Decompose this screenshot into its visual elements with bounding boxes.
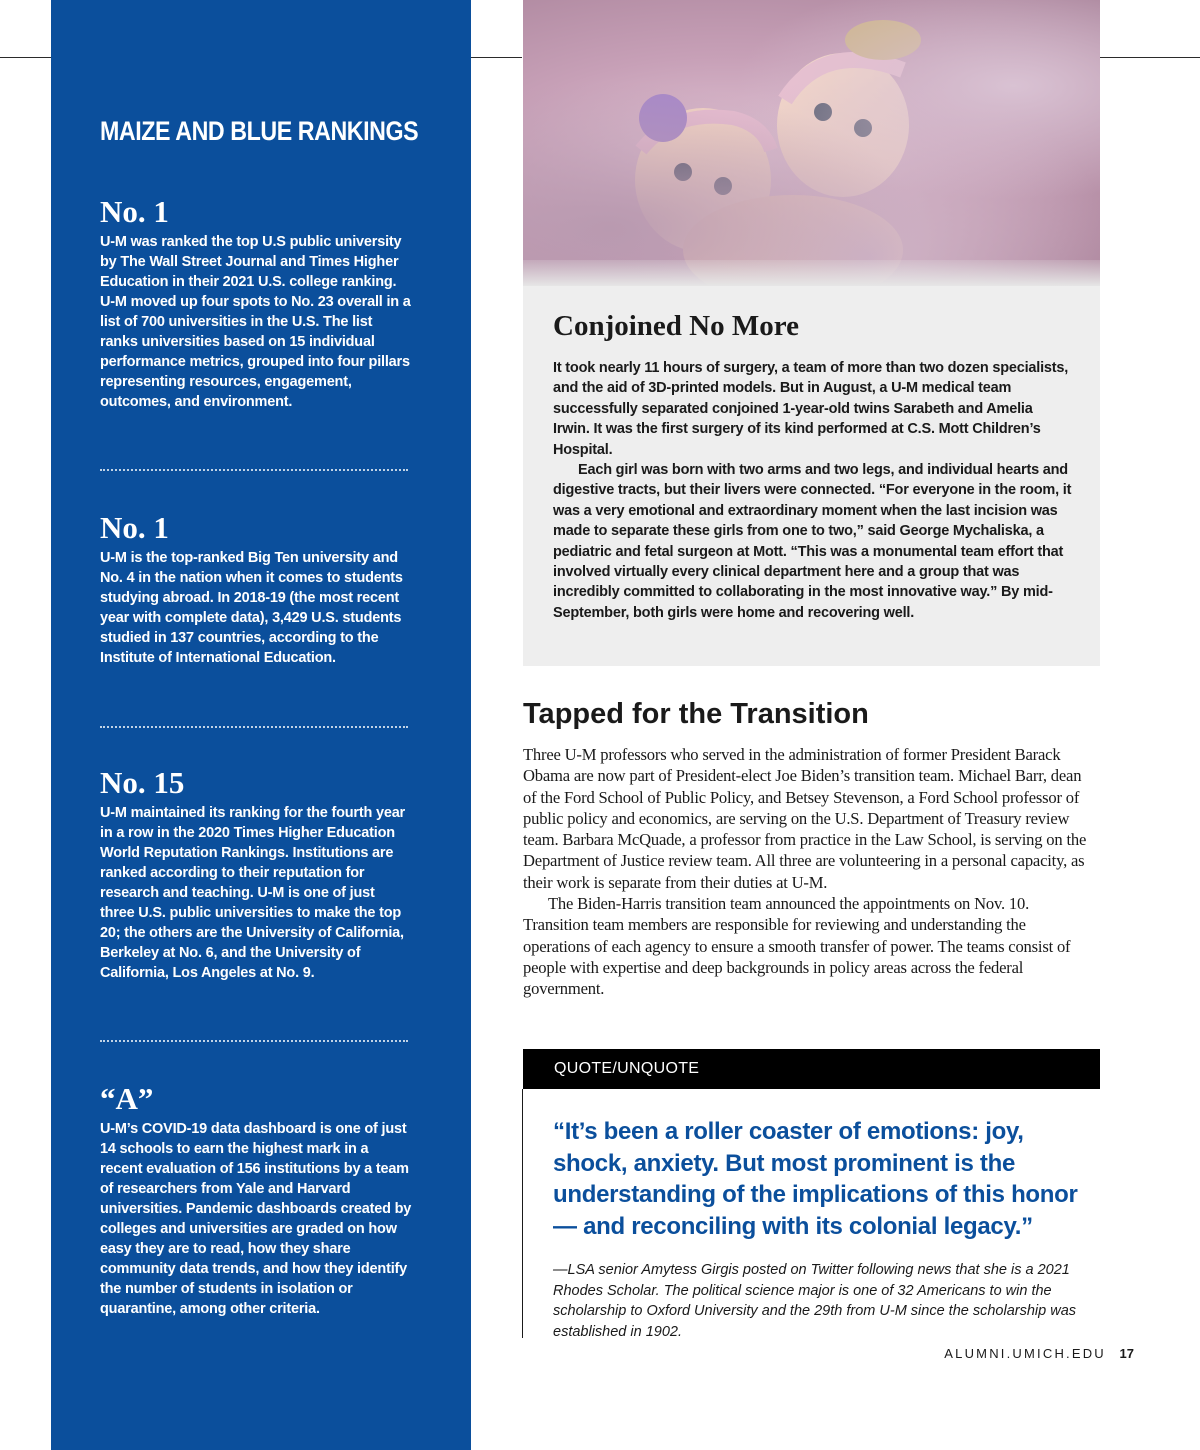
ranking-text: U-M maintained its ranking for the fourth year in a row in the 2020 Times Higher Education World Reputation Rankings. Institutions are ranked according to their reputation for research and teaching. U-M is one of just three U.S. public universities to make the top 20; the others are the University of California, Berkeley at No. 6, and the University of California, Los Angeles at No. 9. — [100, 805, 405, 981]
top-rule-right — [1100, 57, 1200, 58]
footer-site: ALUMNI.UMICH.EDU — [944, 1346, 1106, 1361]
pull-quote: “It’s been a roller coaster of emotions: joy, shock, anxiety. But most prominent is the understanding of the implications of this honor — and reconciling with its colonial legacy.” — [553, 1118, 1078, 1240]
story-paragraph: It took nearly 11 hours of surgery, a team of more than two dozen specialists, and the aid of 3D-printed models. But in August, a U-M medical team successfully separated conjoined 1-year-old twins Sarabeth and Amelia Irwin. It was the first surgery of its kind performed at C.S. Mott Children’s Hospital. — [553, 360, 1069, 458]
ranking-number: No. 1 — [100, 194, 169, 229]
ranking-item — [100, 194, 412, 412]
dotted-divider — [100, 1040, 408, 1042]
quote-left-rule — [522, 1089, 523, 1338]
quote-attribution: —LSA senior Amytess Girgis posted on Twitter following news that she is a 2021 Rhodes Scholar. The political science major is one of 32 Americans to win the scholarship to Oxford University and the 29th from U-M since the scholarship was established in 1902. — [553, 1262, 1077, 1340]
rankings-sidebar — [51, 0, 471, 1450]
conjoined-story — [523, 286, 1100, 666]
quote-label-bar: QUOTE/UNQUOTE — [523, 1049, 1100, 1089]
transition-paragraph: The Biden-Harris transition team announced the appointments on Nov. 10. Transition team members are responsible for reviewing and understanding the operations of each agency to ensure a smooth transfer of power. The teams consist of people with expertise and deep backgrounds in policy areas across the federal government. — [523, 894, 1071, 999]
sidebar-title: MAIZE AND BLUE RANKINGS — [100, 116, 419, 146]
ranking-item — [100, 765, 412, 983]
ranking-text: U-M was ranked the top U.S public university by The Wall Street Journal and Times Higher Education in their 2021 U.S. college ranking. U-M moved up four spots to No. 23 overall in a list of 700 universities in the U.S. The list ranks universities based on 15 individual performance metrics, grouped into four pillars representing resources, engagement, outcomes, and environment. — [100, 234, 411, 410]
ranking-item — [100, 510, 412, 668]
page-number: 17 — [1119, 1346, 1134, 1361]
top-rule-middle — [470, 57, 522, 58]
photo-background — [523, 0, 1100, 286]
dotted-divider — [100, 726, 408, 728]
ranking-number: No. 1 — [100, 510, 169, 545]
ranking-text: U-M is the top-ranked Big Ten university and No. 4 in the nation when it comes to students studying abroad. In 2018-19 (the most recent year with complete data), 3,429 U.S. students studied in 137 countries, according to the Institute of International Education. — [100, 550, 403, 666]
story-body — [553, 358, 1073, 623]
dotted-divider — [100, 469, 408, 471]
photo-fade — [523, 260, 1100, 286]
page-footer — [944, 1346, 1134, 1361]
transition-title: Tapped for the Transition — [523, 698, 869, 730]
ranking-item — [100, 1081, 412, 1319]
ranking-text: U-M’s COVID-19 data dashboard is one of just 14 schools to earn the highest mark in a recent evaluation of 156 institutions by a team of researchers from Yale and Harvard universities. Pandemic dashboards created by colleges and universities are graded on how easy they are to read, how they share community data trends, and how they identify the number of students in isolation or quarantine, among other criteria. — [100, 1121, 412, 1317]
twins-photo — [523, 0, 1100, 286]
story-paragraph: Each girl was born with two arms and two legs, and individual hearts and digestive tracts, but their livers were connected. “For everyone in the room, it was a very emotional and extraordinary moment when the last incision was made to separate these girls from one to two,” said George Mychaliska, a pediatric and fetal surgeon at Mott. “This was a monumental team effort that involved virtually every clinical department here and a group that was incredibly committed to collaborating in the most innovative way.” By mid-September, both girls were home and recovering well. — [553, 462, 1072, 621]
top-rule-left — [0, 57, 52, 58]
ranking-number: No. 15 — [100, 765, 185, 800]
ranking-number: “A” — [100, 1081, 154, 1116]
story-title: Conjoined No More — [553, 310, 799, 342]
transition-body — [523, 744, 1095, 1000]
transition-paragraph: Three U-M professors who served in the administration of former President Barack Obama are now part of President-elect Joe Biden’s transition team. Michael Barr, dean of the Ford School of Public Policy, and Betsey Stevenson, a Ford School professor of public policy and economics, are serving on the U.S. Department of Treasury review team. Barbara McQuade, a professor from practice in the Law School, is serving on the Department of Justice review team. All three are volunteering in a personal capacity, as their work is separate from their duties at U-M. — [523, 745, 1087, 892]
